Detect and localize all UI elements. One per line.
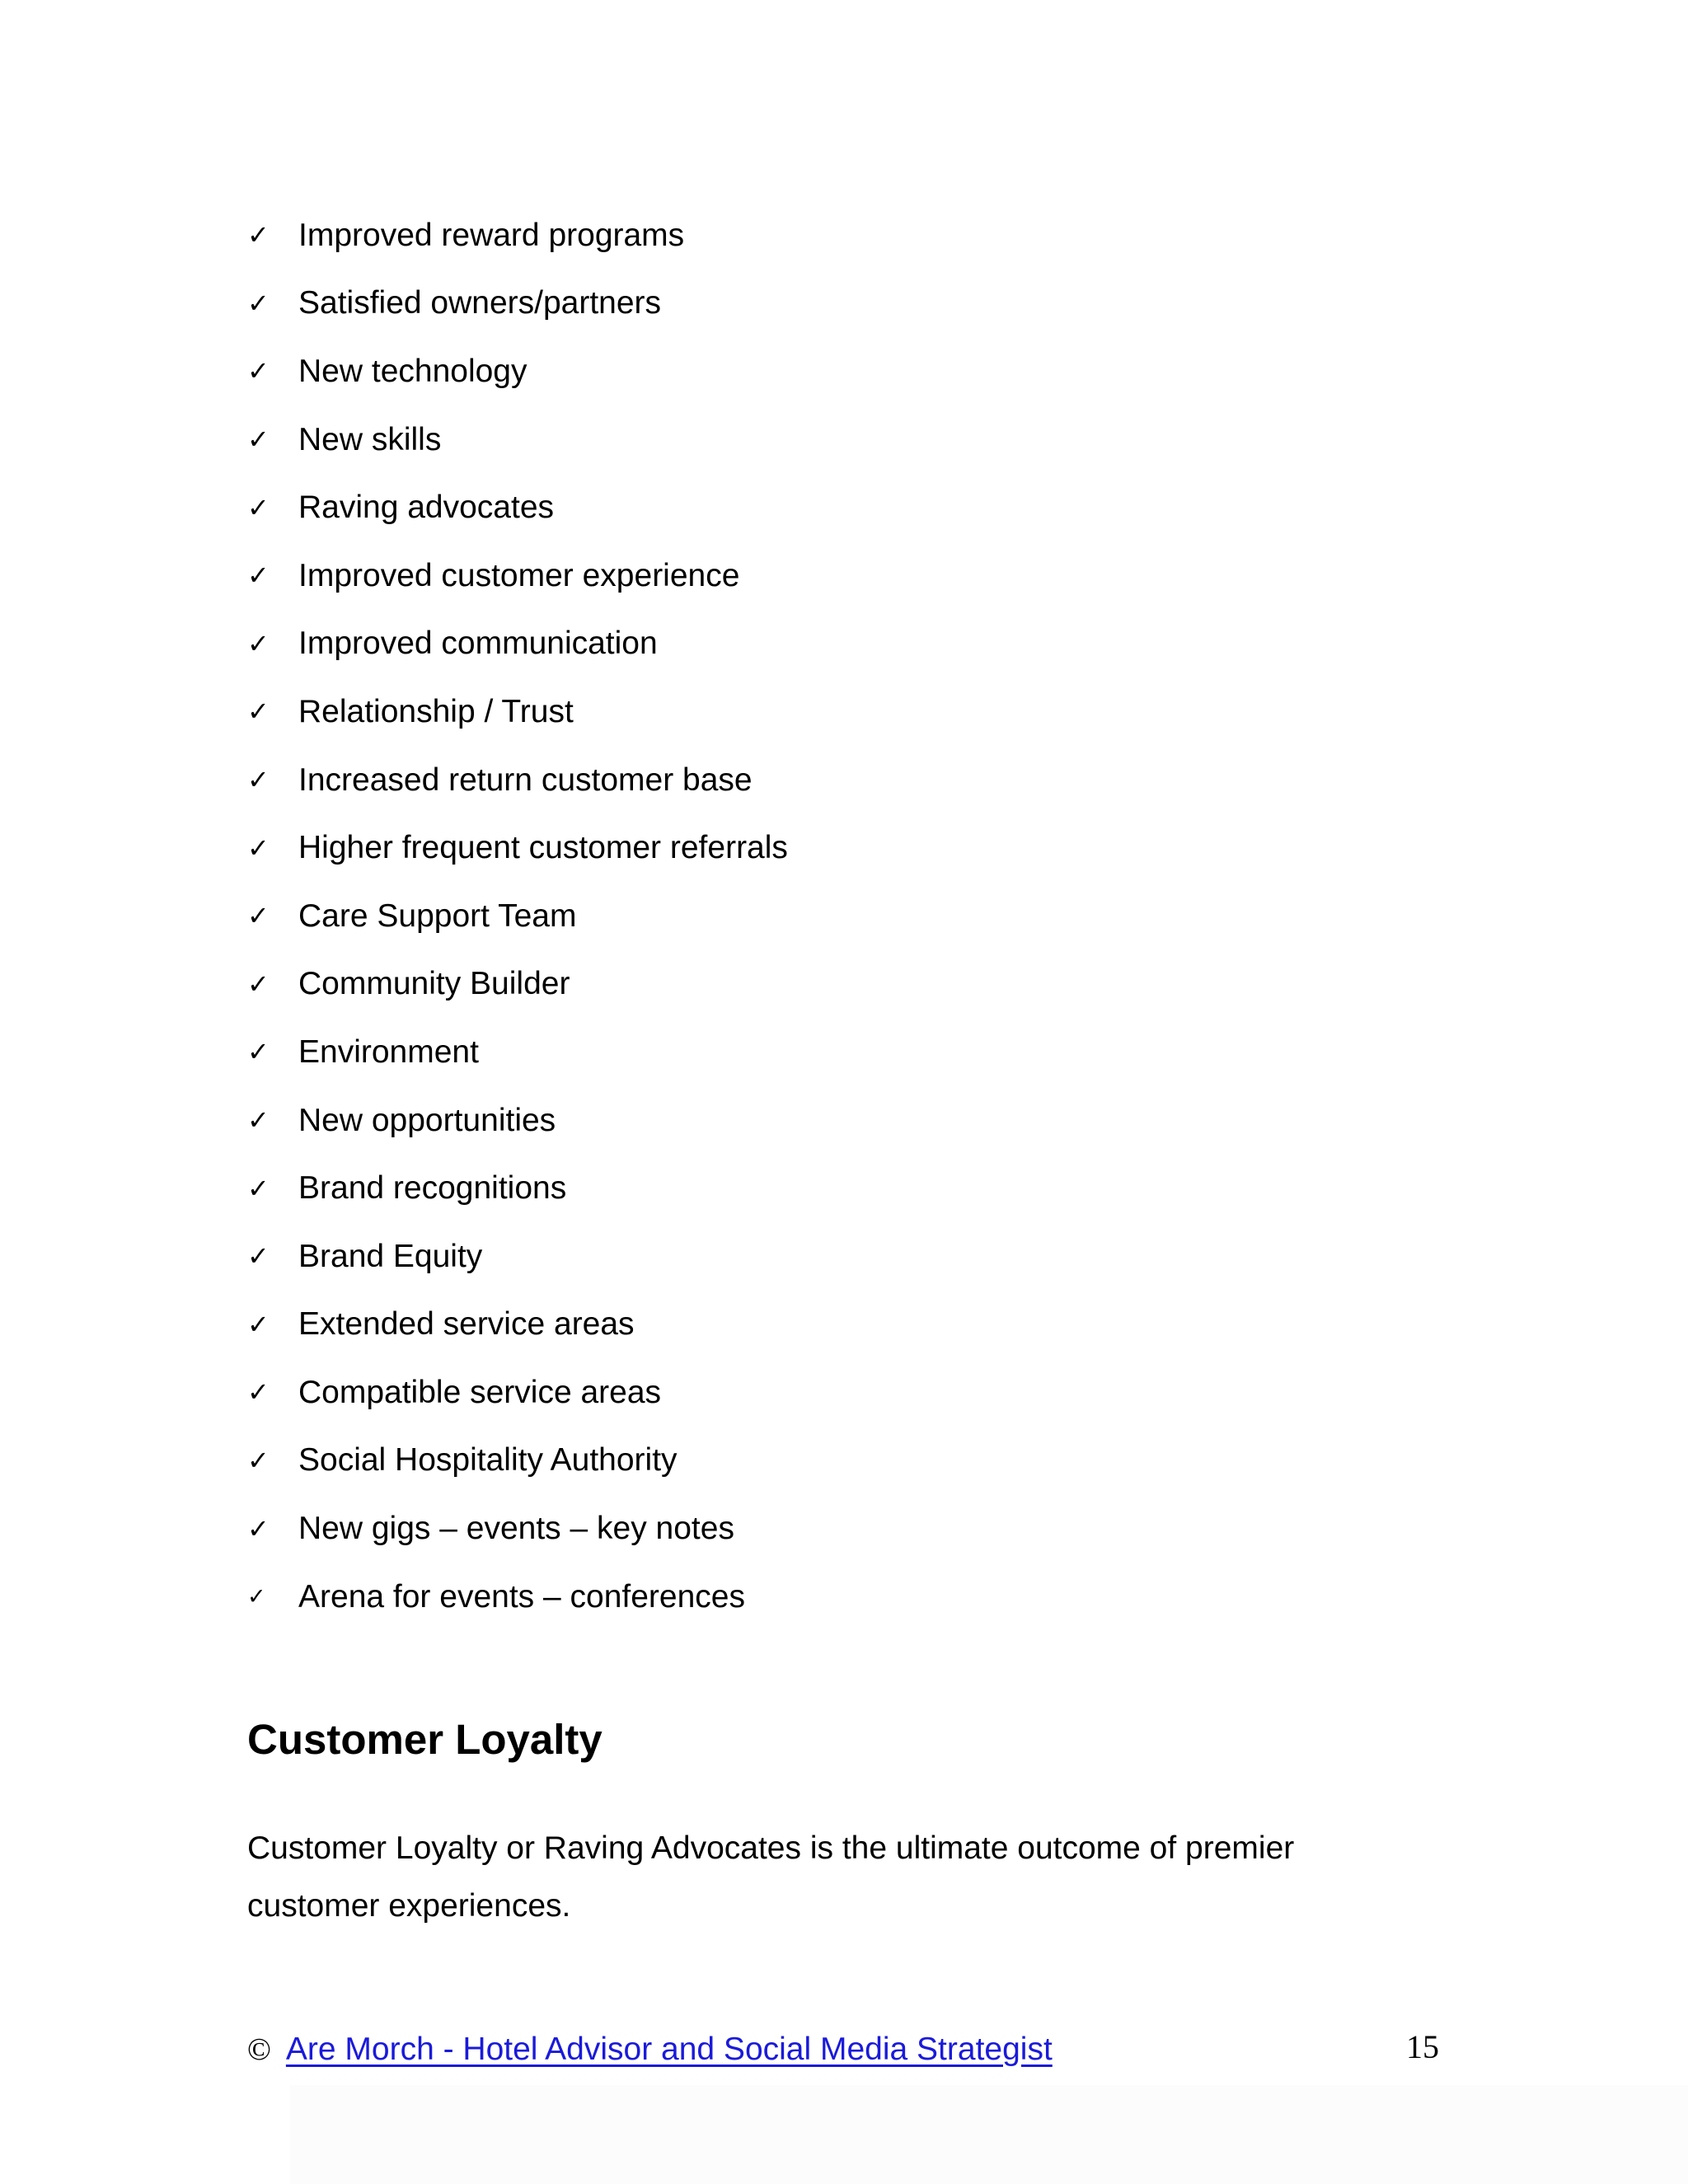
checklist-item-label: Relationship / Trust — [298, 693, 574, 729]
checkmark-icon: ✓ — [247, 1583, 266, 1610]
checklist-item-label: Community Builder — [298, 966, 570, 1002]
checkmark-icon: ✓ — [247, 287, 270, 319]
checklist-item — [247, 746, 788, 814]
page-shading — [290, 2085, 1688, 2184]
checklist-item — [247, 677, 788, 746]
checklist-item-label: Environment — [298, 1033, 479, 1070]
checkmark-icon: ✓ — [247, 1444, 270, 1476]
checklist-item — [247, 813, 788, 882]
checklist-item — [247, 1018, 788, 1086]
checklist-item-label: Extended service areas — [298, 1306, 635, 1343]
checkmark-icon: ✓ — [247, 1308, 270, 1340]
checkmark-icon: ✓ — [247, 1172, 270, 1204]
checkmark-icon: ✓ — [247, 696, 270, 728]
checklist-item — [247, 405, 788, 474]
checklist-item-label: Arena for events – conferences — [298, 1578, 745, 1615]
checklist-item — [247, 1427, 788, 1495]
checklist-item — [247, 541, 788, 610]
checkmark-icon: ✓ — [247, 1512, 270, 1544]
checklist-item — [247, 269, 788, 338]
benefits-checklist — [247, 201, 788, 1630]
checklist-item-label: Improved reward programs — [298, 217, 685, 253]
checkmark-icon: ✓ — [247, 491, 270, 523]
checkmark-icon: ✓ — [247, 1376, 270, 1408]
checklist-item-label: Satisfied owners/partners — [298, 285, 662, 321]
checklist-item — [247, 473, 788, 541]
checklist-item — [247, 1494, 788, 1563]
checklist-item — [247, 950, 788, 1019]
checkmark-icon: ✓ — [247, 219, 270, 251]
page-footer — [247, 2032, 1053, 2068]
checkmark-icon: ✓ — [247, 1036, 270, 1068]
checkmark-icon: ✓ — [247, 1240, 270, 1272]
checklist-item — [247, 1086, 788, 1155]
checkmark-icon: ✓ — [247, 424, 270, 456]
checklist-item-label: Care Support Team — [298, 898, 577, 934]
checklist-item — [247, 610, 788, 678]
checklist-item-label: Higher frequent customer referrals — [298, 830, 788, 866]
checkmark-icon: ✓ — [247, 968, 270, 1000]
checkmark-icon: ✓ — [247, 560, 270, 592]
checklist-item-label: New skills — [298, 421, 442, 457]
checklist-item-label: Improved communication — [298, 626, 658, 662]
checklist-item-label: New technology — [298, 353, 528, 389]
checklist-item — [247, 1358, 788, 1427]
checklist-item — [247, 1563, 788, 1631]
checklist-item — [247, 337, 788, 405]
checklist-item-label: Brand recognitions — [298, 1170, 567, 1207]
checklist-item — [247, 1222, 788, 1291]
checklist-item — [247, 1154, 788, 1222]
checkmark-icon: ✓ — [247, 627, 270, 659]
checklist-item-label: Improved customer experience — [298, 557, 740, 593]
checklist-item-label: Compatible service areas — [298, 1374, 662, 1410]
checklist-item-label: Social Hospitality Authority — [298, 1442, 678, 1479]
checklist-item-label: New gigs – events – key notes — [298, 1511, 734, 1547]
checklist-item — [247, 1291, 788, 1359]
checkmark-icon: ✓ — [247, 900, 270, 932]
copyright-symbol: © — [247, 2032, 271, 2067]
author-link[interactable]: Are Morch - Hotel Advisor and Social Media Strategist — [285, 2032, 1053, 2067]
checklist-item-label: New opportunities — [298, 1102, 556, 1138]
checkmark-icon: ✓ — [247, 1104, 270, 1137]
checklist-item-label: Brand Equity — [298, 1238, 483, 1274]
checkmark-icon: ✓ — [247, 355, 270, 387]
page-number: 15 — [1406, 2028, 1439, 2065]
checkmark-icon: ✓ — [247, 832, 270, 864]
checklist-item — [247, 201, 788, 269]
checkmark-icon: ✓ — [247, 764, 270, 796]
body-paragraph: Customer Loyalty or Raving Advocates is the ultimate outcome of premier customer experiences. — [247, 1830, 1295, 1924]
checklist-item-label: Raving advocates — [298, 490, 555, 526]
checklist-item-label: Increased return customer base — [298, 762, 753, 798]
checklist-item — [247, 882, 788, 950]
section-heading: Customer Loyalty — [247, 1716, 603, 1763]
